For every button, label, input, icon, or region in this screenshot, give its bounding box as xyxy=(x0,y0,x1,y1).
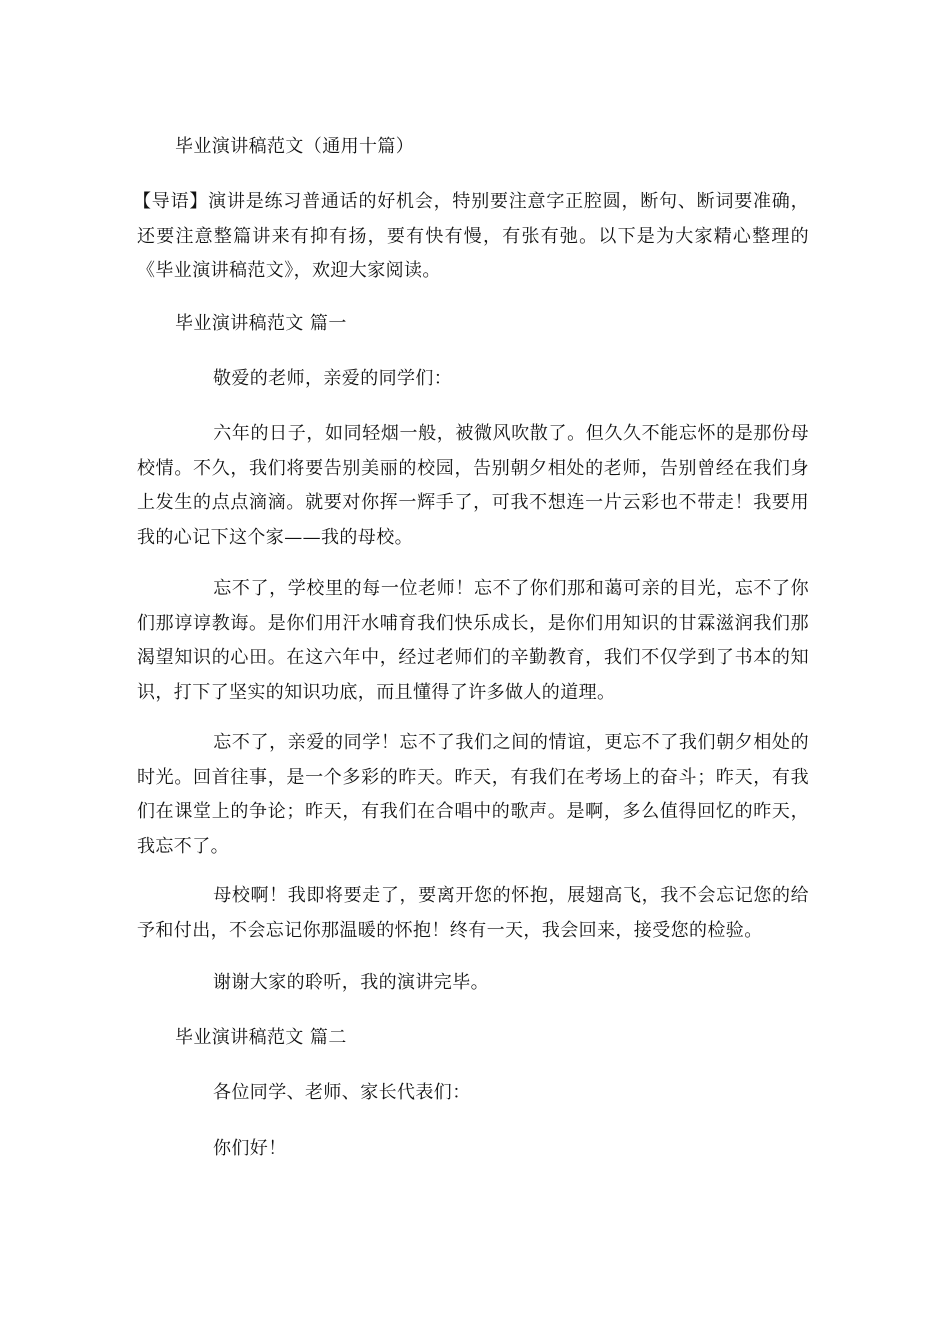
body-paragraph xyxy=(137,879,809,948)
greeting-2: 各位同学、老师、家长代表们： xyxy=(213,1082,471,1103)
intro-text: 演讲是练习普通话的好机会，特别要注意字正腔圆，断句、断词要准确，还要注意整篇讲来有抑有扬，要有快有慢，有张有弛。以下是为大家精心整理的《毕业演讲稿范文》，欢迎大家阅读。 xyxy=(137,191,809,281)
paragraph-text: 母校啊！我即将要走了，要离开您的怀抱，展翅高飞，我不会忘记您的给予和付出，不会忘记你那温暖的怀抱！终有一天，我会回来，接受您的检验。 xyxy=(137,885,809,941)
paragraph-text: 六年的日子，如同轻烟一般，被微风吹散了。但久久不能忘怀的是那份母校情。不久，我们将要告别美丽的校园，告别朝夕相处的老师，告别曾经在我们身上发生的点点滴滴。就要对你挥一辉手了，可我不想连一片云彩也不带走！我要用我的心记下这个家——我的母校。 xyxy=(137,423,809,548)
section-heading-1: 毕业演讲稿范文 篇一 xyxy=(175,313,347,334)
document-title: 毕业演讲稿范文（通用十篇） xyxy=(175,136,415,157)
body-paragraph xyxy=(137,726,809,864)
body-paragraph xyxy=(137,417,809,555)
intro-paragraph xyxy=(133,185,809,289)
intro-tag: 【导语】 xyxy=(133,191,209,212)
section-heading-2: 毕业演讲稿范文 篇二 xyxy=(175,1027,347,1048)
hello-line: 你们好！ xyxy=(213,1138,287,1159)
paragraph-text: 忘不了，学校里的每一位老师！忘不了你们那和蔼可亲的目光，忘不了你们那谆谆教诲。是你们用汗水哺育我们快乐成长，是你们用知识的甘霖滋润我们那渴望知识的心田。在这六年中，经过老师们的辛勤教育，我们不仅学到了书本的知识，打下了坚实的知识功底，而且懂得了许多做人的道理。 xyxy=(137,578,809,703)
paragraph-text: 忘不了，亲爱的同学！忘不了我们之间的情谊，更忘不了我们朝夕相处的时光。回首往事，是一个多彩的昨天。昨天，有我们在考场上的奋斗；昨天，有我们在课堂上的争论；昨天，有我们在合唱中的歌声。是啊，多么值得回忆的昨天，我忘不了。 xyxy=(137,732,809,857)
greeting-1: 敬爱的老师，亲爱的同学们： xyxy=(213,368,453,389)
closing-line: 谢谢大家的聆听，我的演讲完毕。 xyxy=(213,972,489,993)
body-paragraph xyxy=(137,572,809,710)
